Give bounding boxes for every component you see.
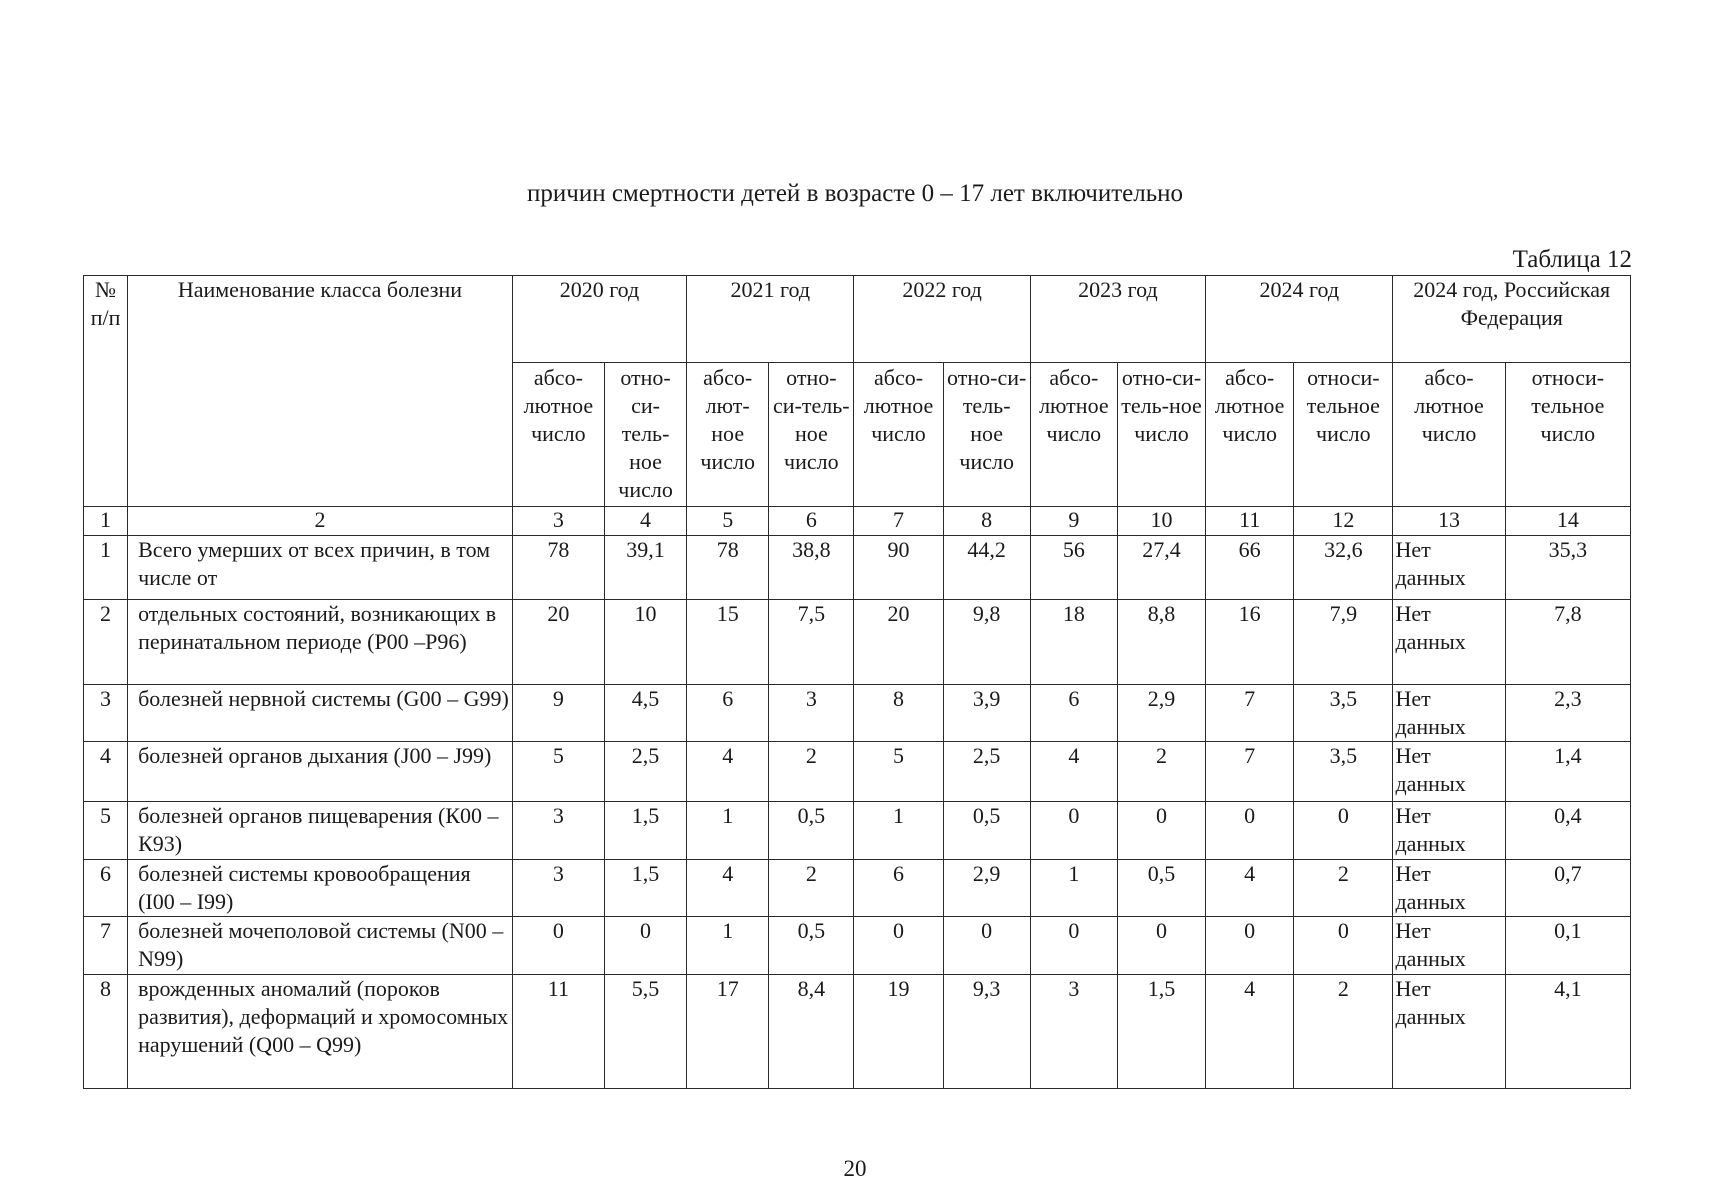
column-number: 8: [943, 507, 1030, 536]
mortality-table: [83, 275, 1631, 1089]
absolute-value: 0: [1030, 917, 1117, 975]
row-number: 5: [84, 802, 128, 860]
absolute-value: 8: [854, 685, 943, 742]
column-number: 1: [84, 507, 128, 536]
page-number: 20: [843, 1156, 867, 1181]
subheader-cell: отно-си-тель-ное число: [769, 363, 854, 507]
relative-value: 2,5: [943, 742, 1030, 802]
absolute-value: 0: [1206, 917, 1294, 975]
absolute-value: 66: [1206, 536, 1294, 600]
absolute-value: 9: [512, 685, 604, 742]
header-year-2023: 2023 год: [1030, 276, 1205, 363]
disease-class-name: болезней нервной системы (G00 – G99): [128, 685, 513, 742]
relative-value: 2,9: [943, 860, 1030, 917]
relative-value: 1,5: [604, 860, 686, 917]
absolute-value: 1: [854, 802, 943, 860]
relative-value: 1,5: [604, 802, 686, 860]
subheader-cell: абсо-лютное число: [1393, 363, 1505, 507]
absolute-value: 17: [687, 975, 769, 1089]
relative-value: 1,5: [1117, 975, 1205, 1089]
column-number: 12: [1294, 507, 1393, 536]
relative-value: 2,5: [604, 742, 686, 802]
disease-class-name: болезней мочеполовой системы (N00 – N99): [128, 917, 513, 975]
relative-value: 8,4: [769, 975, 854, 1089]
row-number: 3: [84, 685, 128, 742]
relative-value: 3,9: [943, 685, 1030, 742]
absolute-value: 6: [854, 860, 943, 917]
subheader-cell: отно-си-тель-ное число: [943, 363, 1030, 507]
relative-value: 7,9: [1294, 600, 1393, 685]
relative-value: 2: [1294, 975, 1393, 1089]
relative-value: 3: [769, 685, 854, 742]
table-row: [84, 860, 1631, 917]
absolute-value: 7: [1206, 685, 1294, 742]
absolute-value: 4: [687, 742, 769, 802]
relative-value: 2: [1117, 742, 1205, 802]
relative-value: 10: [604, 600, 686, 685]
relative-value: 8,8: [1117, 600, 1205, 685]
relative-value: 0: [604, 917, 686, 975]
absolute-value: 15: [687, 600, 769, 685]
rf-absolute-value: Нет данных: [1393, 600, 1505, 685]
subheader-cell: абсо-лютное число: [854, 363, 943, 507]
subheader-cell: абсо-лютное число: [1206, 363, 1294, 507]
relative-value: 0,5: [769, 802, 854, 860]
absolute-value: 11: [512, 975, 604, 1089]
absolute-value: 20: [512, 600, 604, 685]
subheader-cell: абсо-лют-ное число: [687, 363, 769, 507]
header-year-2021: 2021 год: [687, 276, 854, 363]
table-row: [84, 685, 1631, 742]
absolute-value: 18: [1030, 600, 1117, 685]
rf-absolute-value: Нет данных: [1393, 917, 1505, 975]
absolute-value: 6: [687, 685, 769, 742]
rf-relative-value: 7,8: [1505, 600, 1630, 685]
row-number: 4: [84, 742, 128, 802]
disease-class-name: Всего умерших от всех причин, в том числе от: [128, 536, 513, 600]
header-year-2024: 2024 год: [1206, 276, 1393, 363]
relative-value: 4,5: [604, 685, 686, 742]
relative-value: 7,5: [769, 600, 854, 685]
rf-relative-value: 0,4: [1505, 802, 1630, 860]
absolute-value: 56: [1030, 536, 1117, 600]
rf-absolute-value: Нет данных: [1393, 802, 1505, 860]
relative-value: 2: [1294, 860, 1393, 917]
table-row: [84, 802, 1631, 860]
absolute-value: 0: [1030, 802, 1117, 860]
table-row: [84, 975, 1631, 1089]
rf-relative-value: 0,1: [1505, 917, 1630, 975]
absolute-value: 0: [1206, 802, 1294, 860]
table-row: [84, 536, 1631, 600]
column-number: 9: [1030, 507, 1117, 536]
subheader-cell: абсо-лютное число: [512, 363, 604, 507]
column-number: 2: [128, 507, 513, 536]
rf-absolute-value: Нет данных: [1393, 742, 1505, 802]
relative-value: 39,1: [604, 536, 686, 600]
absolute-value: 78: [512, 536, 604, 600]
relative-value: 3,5: [1294, 685, 1393, 742]
relative-value: 3,5: [1294, 742, 1393, 802]
relative-value: 2: [769, 860, 854, 917]
disease-class-name: болезней органов дыхания (J00 – J99): [128, 742, 513, 802]
header-year-2024-rf: 2024 год, Российская Федерация: [1393, 276, 1631, 363]
disease-class-name: врожденных аномалий (пороков развития), деформаций и хромосомных нарушений (Q00 – Q99): [128, 975, 513, 1089]
rf-relative-value: 4,1: [1505, 975, 1630, 1089]
absolute-value: 3: [1030, 975, 1117, 1089]
absolute-value: 3: [512, 860, 604, 917]
absolute-value: 7: [1206, 742, 1294, 802]
absolute-value: 20: [854, 600, 943, 685]
absolute-value: 1: [1030, 860, 1117, 917]
relative-value: 0: [1294, 917, 1393, 975]
absolute-value: 78: [687, 536, 769, 600]
rf-relative-value: 2,3: [1505, 685, 1630, 742]
table-row: [84, 917, 1631, 975]
column-number: 6: [769, 507, 854, 536]
absolute-value: 1: [687, 917, 769, 975]
table-heading: причин смертности детей в возрасте 0 – 17 лет включительно: [527, 180, 1183, 207]
absolute-value: 19: [854, 975, 943, 1089]
rf-absolute-value: Нет данных: [1393, 860, 1505, 917]
relative-value: 0,5: [1117, 860, 1205, 917]
table-body: [84, 536, 1631, 1089]
absolute-value: 5: [512, 742, 604, 802]
absolute-value: 1: [687, 802, 769, 860]
column-number: 10: [1117, 507, 1205, 536]
table-row: [84, 600, 1631, 685]
relative-value: 9,3: [943, 975, 1030, 1089]
relative-value: 0: [1117, 917, 1205, 975]
relative-value: 44,2: [943, 536, 1030, 600]
column-number: 13: [1393, 507, 1505, 536]
header-year-2022: 2022 год: [854, 276, 1030, 363]
row-number: 7: [84, 917, 128, 975]
table-label: Таблица 12: [1512, 246, 1632, 273]
column-number: 4: [604, 507, 686, 536]
header-year-2020: 2020 год: [512, 276, 686, 363]
absolute-value: 4: [1206, 860, 1294, 917]
absolute-value: 5: [854, 742, 943, 802]
rf-absolute-value: Нет данных: [1393, 975, 1505, 1089]
relative-value: 0,5: [769, 917, 854, 975]
absolute-value: 90: [854, 536, 943, 600]
relative-value: 2: [769, 742, 854, 802]
row-number: 6: [84, 860, 128, 917]
disease-class-name: болезней системы кровообращения (I00 – I99): [128, 860, 513, 917]
relative-value: 9,8: [943, 600, 1030, 685]
rf-absolute-value: Нет данных: [1393, 685, 1505, 742]
relative-value: 0: [1294, 802, 1393, 860]
relative-value: 2,9: [1117, 685, 1205, 742]
absolute-value: 6: [1030, 685, 1117, 742]
subheader-cell: относи-тельное число: [1294, 363, 1393, 507]
absolute-value: 0: [512, 917, 604, 975]
column-number: 5: [687, 507, 769, 536]
absolute-value: 4: [687, 860, 769, 917]
relative-value: 0,5: [943, 802, 1030, 860]
disease-class-name: болезней органов пищеварения (К00 – К93): [128, 802, 513, 860]
row-number: 8: [84, 975, 128, 1089]
relative-value: 0: [1117, 802, 1205, 860]
absolute-value: 0: [854, 917, 943, 975]
subheader-cell: абсо-лютное число: [1030, 363, 1117, 507]
row-number: 1: [84, 536, 128, 600]
rf-relative-value: 1,4: [1505, 742, 1630, 802]
absolute-value: 4: [1206, 975, 1294, 1089]
disease-class-name: отдельных состояний, возникающих в перинатальном периоде (Р00 –Р96): [128, 600, 513, 685]
column-number: 14: [1505, 507, 1630, 536]
relative-value: 27,4: [1117, 536, 1205, 600]
relative-value: 0: [943, 917, 1030, 975]
absolute-value: 3: [512, 802, 604, 860]
relative-value: 5,5: [604, 975, 686, 1089]
header-no: № п/п: [84, 276, 128, 507]
column-number: 3: [512, 507, 604, 536]
rf-absolute-value: Нет данных: [1393, 536, 1505, 600]
absolute-value: 16: [1206, 600, 1294, 685]
subheader-cell: отно-си-тель-ное число: [604, 363, 686, 507]
table-row: [84, 742, 1631, 802]
row-number: 2: [84, 600, 128, 685]
relative-value: 38,8: [769, 536, 854, 600]
rf-relative-value: 0,7: [1505, 860, 1630, 917]
relative-value: 32,6: [1294, 536, 1393, 600]
column-number: 7: [854, 507, 943, 536]
header-name: Наименование класса болезни: [128, 276, 513, 507]
absolute-value: 4: [1030, 742, 1117, 802]
column-number: 11: [1206, 507, 1294, 536]
subheader-cell: отно-си-тель-ное число: [1117, 363, 1205, 507]
subheader-cell: относи-тельное число: [1505, 363, 1630, 507]
rf-relative-value: 35,3: [1505, 536, 1630, 600]
